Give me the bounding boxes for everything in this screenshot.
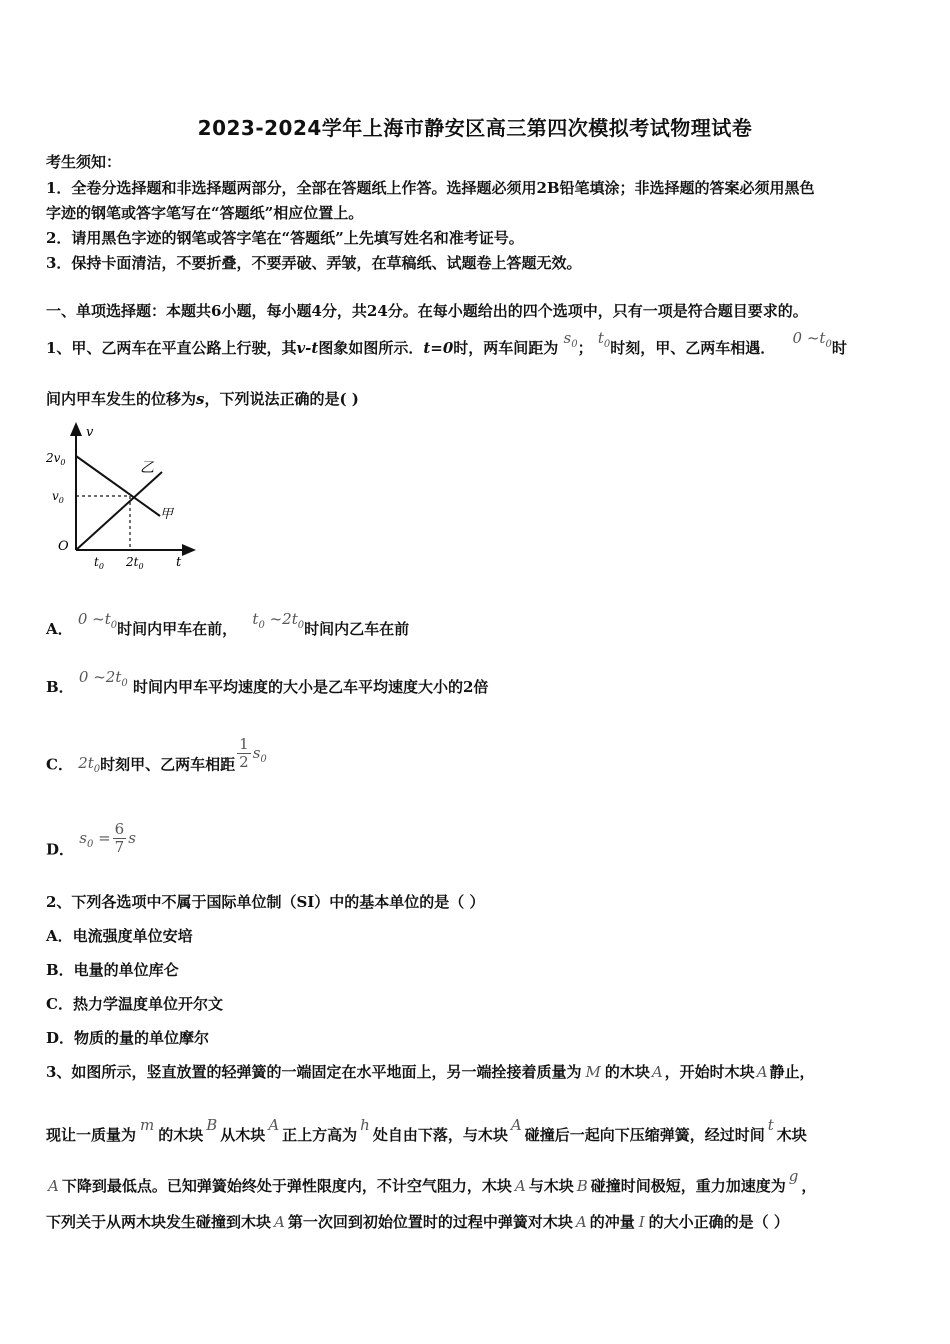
math-A: A [514, 1177, 526, 1195]
q1-text: 时 [831, 339, 847, 357]
y-2v0-label: $2v_0$ [46, 451, 66, 467]
q3-text: 第一次回到初始位置时的过程中弹簧对木块 [287, 1213, 573, 1231]
option-label: C． [46, 755, 73, 774]
q2-option-a: A．电流强度单位安培 [46, 927, 193, 945]
q3-line1 [46, 1062, 815, 1082]
math-m: m [140, 1116, 155, 1134]
q3-text: 下列关于从两木块发生碰撞到木块 [46, 1213, 272, 1231]
q1-stem-line2 [46, 389, 359, 409]
option-text: 时刻甲、乙两车相距 [100, 755, 236, 774]
q1-option-d [46, 820, 136, 868]
q3-text: 碰撞时间极短，重力加速度为 [590, 1177, 786, 1195]
q1-range: 0 $\sim t_0$ [792, 329, 832, 350]
option-text: 时间内甲车平均速度的大小是乙车平均速度大小的2倍 [132, 678, 489, 696]
option-label: B． [46, 678, 74, 696]
q1-t0: $t_0$ [597, 329, 611, 350]
q1-option-b [46, 668, 489, 704]
origin-label: O [58, 539, 69, 554]
q1-t-eq: t=0 [423, 339, 454, 357]
option-label: D． [46, 840, 75, 859]
math-I: I [638, 1213, 645, 1231]
label-jia: 甲 [160, 507, 174, 522]
label-yi: 乙 [140, 460, 154, 476]
math-range: $t_0$ $\sim 2t_0$ [252, 610, 305, 631]
q3-text: 与木块 [528, 1177, 574, 1195]
q3-text: 从木块 [220, 1126, 266, 1144]
notice-item-3: 3．保持卡面清洁，不要折叠，不要弄破、弄皱，在草稿纸、试题卷上答题无效。 [46, 254, 582, 272]
q2-stem: 2、下列各选项中不属于国际单位制（SI）中的基本单位的是（ ） [46, 893, 485, 911]
math-A: A [575, 1213, 587, 1231]
math-2t0: $2t_0$ [78, 753, 101, 775]
notice-item-1a: 1．全卷分选择题和非选择题两部分，全部在答题纸上作答。选择题必须用2B铅笔填涂；非选择题的答案必须用黑色 [46, 179, 815, 197]
vt-graph [40, 420, 200, 570]
x-t0-label: $t_0$ [94, 555, 104, 570]
fraction-half: $\frac{1}{2}$ [239, 735, 249, 771]
section-heading: 一、单项选择题：本题共6小题，每小题4分，共24分。在每小题给出的四个选项中，只有一项是符合题目要求的。 [46, 302, 808, 320]
q1-s0: $s_0$ [563, 329, 578, 350]
q3-text: 的木块 [158, 1126, 204, 1144]
notice-item-1b: 字迹的钢笔或答字笔写在“答题纸”相应位置上。 [46, 204, 364, 222]
q1-s: s [196, 390, 205, 408]
option-text: 时间内甲车在前， [117, 620, 238, 638]
option-text: 时间内乙车在前 [304, 620, 410, 638]
math-s0: $s_0$ = [79, 828, 111, 850]
option-label: A． [46, 620, 73, 638]
math-t: t [767, 1116, 774, 1134]
math-g: g [788, 1167, 799, 1185]
q1-text: 图象如图所示． [318, 339, 424, 357]
math-s: s [128, 828, 136, 847]
q3-line3 [46, 1167, 817, 1196]
q3-text: 处自由下落，与木块 [372, 1126, 508, 1144]
q1-text: 1、甲、乙两车在平直公路上行驶，其 [46, 339, 297, 357]
math-range: 0 $\sim 2t_0$ [78, 668, 128, 689]
notice-item-2: 2．请用黑色字迹的钢笔或答字笔在“答题纸”上先填写姓名和准考证号。 [46, 229, 524, 247]
q3-text: 下降到最低点。已知弹簧始终处于弹性限度内，不计空气阻力，木块 [61, 1177, 512, 1195]
v-axis-label: v [86, 425, 94, 440]
q2-option-d: D．物质的量的单位摩尔 [46, 1029, 210, 1047]
math-h: h [360, 1116, 370, 1134]
q3-text: 现让一质量为 [46, 1126, 137, 1144]
x-2t0-label: $2t_0$ [126, 555, 144, 570]
q1-text: ，下列说法正确的是( ) [204, 390, 359, 408]
q3-text: 静止， [769, 1063, 815, 1081]
math-range: 0 $\sim t_0$ [77, 610, 118, 631]
line-yi [76, 472, 162, 550]
t-axis-label: t [176, 555, 182, 570]
q1-vt: v-t [296, 339, 319, 357]
math-A: A [274, 1213, 285, 1231]
q3-text: ，开始时木块 [664, 1063, 755, 1081]
math-A: A [756, 1063, 768, 1081]
math-s0: $s_0$ [252, 743, 267, 765]
q3-line2 [46, 1116, 807, 1145]
q1-text: 间内甲车发生的位移为 [46, 390, 197, 408]
q3-text: ， [801, 1177, 817, 1195]
math-A: A [510, 1116, 522, 1134]
math-A: A [48, 1177, 59, 1195]
q3-text: 的大小正确的是（ ） [648, 1213, 789, 1231]
q1-option-a [46, 610, 410, 646]
q3-text: 的冲量 [589, 1213, 635, 1231]
fraction-six-sevenths: $\frac{6}{7}$ [114, 820, 125, 856]
q3-text: 碰撞后一起向下压缩弹簧，经过时间 [524, 1126, 765, 1144]
q3-line4 [46, 1212, 789, 1232]
q3-text: 3、如图所示，竖直放置的轻弹簧的一端固定在水平地面上，另一端拴接着质量为 [46, 1063, 582, 1081]
q3-text: 的木块 [604, 1063, 650, 1081]
q1-text: ； [577, 339, 593, 357]
y-v0-label: $v_0$ [52, 489, 64, 505]
q3-text: 木块 [776, 1126, 807, 1144]
q3-text: 正上方高为 [282, 1126, 358, 1144]
q1-option-c [46, 735, 267, 783]
math-A: A [651, 1063, 663, 1081]
math-B: B [576, 1177, 588, 1195]
math-A: A [268, 1116, 280, 1134]
q1-text: 时，两车间距为 [453, 339, 559, 357]
math-M: M [585, 1063, 601, 1081]
page-title: 2023-2024学年上海市静安区高三第四次模拟考试物理试卷 [197, 116, 753, 140]
q1-stem-line1 [46, 329, 847, 365]
notice-heading: 考生须知： [46, 153, 122, 171]
q2-option-b: B．电量的单位库仑 [46, 961, 179, 979]
math-B: B [206, 1116, 218, 1134]
q2-option-c: C．热力学温度单位开尔文 [46, 995, 223, 1013]
q1-text: 时刻，甲、乙两车相遇． [610, 339, 776, 357]
